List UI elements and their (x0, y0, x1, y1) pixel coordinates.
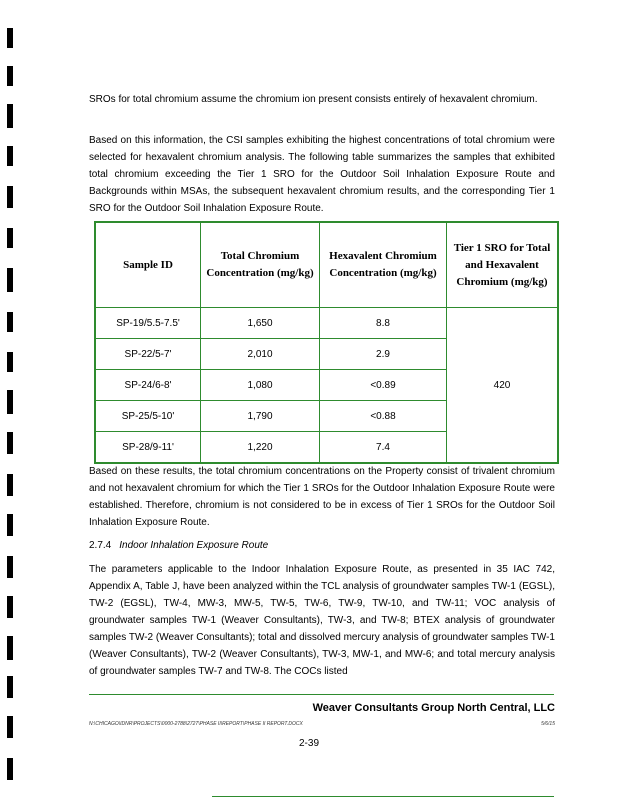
scan-mark (7, 390, 13, 414)
footer-rule (89, 694, 554, 695)
cell-hexavalent-chromium: <0.89 (320, 370, 447, 401)
cell-total-chromium: 1,650 (201, 308, 320, 339)
footer-company: Weaver Consultants Group North Central, LLC (312, 702, 555, 714)
cell-total-chromium: 1,220 (201, 432, 320, 464)
header-tier1-sro: Tier 1 SRO for Total and Hexavalent Chromium (mg/kg) (447, 222, 559, 308)
scan-mark (7, 268, 13, 292)
indoor-inhalation-paragraph: The parameters applicable to the Indoor Inhalation Exposure Route, as presented in 35 IAC 742, Appendix A, Table J, have been analyzed within the TCL analysis of groundwater samples TW-1 (EGSL), TW-2 (EGSL), TW-4, MW-3, MW-5, TW-5, TW-6, TW-9, TW-10, and TW-11; VOC analysis of groundwater samples TW-1 (Weaver Consultants), TW-3, and TW-8; BTEX analysis of groundwater samples TW-2 (Weaver Consultants); total and dissolved mercury analysis of groundwater samples TW-1 (Weaver Consultants), TW-2 (Weaver Consultants), TW-3, MW-1, and MW-6; and total mercury analysis of groundwater samples TW-7 and TW-8. The COCs listed (89, 564, 555, 677)
section-heading (89, 540, 268, 551)
scan-mark (7, 186, 13, 208)
scan-mark (7, 474, 13, 496)
scan-mark (7, 312, 13, 332)
scan-mark (7, 514, 13, 536)
cell-hexavalent-chromium: 8.8 (320, 308, 447, 339)
scan-mark (7, 28, 13, 48)
cell-total-chromium: 1,080 (201, 370, 320, 401)
scan-mark (7, 716, 13, 738)
footer-date: 5/6/15 (541, 721, 555, 727)
bottom-rule (212, 796, 554, 797)
scan-mark (7, 104, 13, 128)
cell-tier1-sro: 420 (447, 308, 559, 464)
table-row (95, 308, 558, 339)
cell-sample-id: SP-22/5-7' (95, 339, 201, 370)
cell-sample-id: SP-24/6-8' (95, 370, 201, 401)
scan-mark (7, 66, 13, 86)
cell-hexavalent-chromium: 7.4 (320, 432, 447, 464)
cell-total-chromium: 2,010 (201, 339, 320, 370)
scan-mark (7, 556, 13, 578)
intro-paragraph: SROs for total chromium assume the chromium ion present consists entirely of hexavalent chromium. (89, 94, 538, 105)
cell-hexavalent-chromium: 2.9 (320, 339, 447, 370)
results-paragraph: Based on these results, the total chromium concentrations on the Property consist of trivalent chromium and not hexavalent chromium for which the Tier 1 SROs for the Outdoor Inhalation Exposure Route were established. Therefore, chromium is not considered to be in excess of Tier 1 SROs for the Outdoor Soil Inhalation Exposure Route. (89, 466, 555, 528)
scan-mark (7, 228, 13, 248)
cell-sample-id: SP-28/9-11' (95, 432, 201, 464)
chromium-results-table (94, 221, 559, 464)
header-sample-id: Sample ID (95, 222, 201, 308)
scan-mark (7, 636, 13, 660)
table-header-row (95, 222, 558, 308)
page-number: 2-39 (298, 738, 319, 749)
header-hexavalent-chromium: Hexavalent Chromium Concentration (mg/kg) (320, 222, 447, 308)
footer-filepath: N:\CHICAGO\IDNR\PROJECTS\0000-2788\2727\PHASE II\REPORT\PHASE II REPORT.DOCX (89, 721, 303, 727)
scan-mark (7, 758, 13, 780)
cell-hexavalent-chromium: <0.88 (320, 401, 447, 432)
scan-mark (7, 352, 13, 372)
cell-total-chromium: 1,790 (201, 401, 320, 432)
scan-mark (7, 146, 13, 166)
scan-mark (7, 432, 13, 454)
section-number: 2.7.4 (89, 540, 112, 551)
cell-sample-id: SP-25/5-10' (95, 401, 201, 432)
header-total-chromium: Total Chromium Concentration (mg/kg) (201, 222, 320, 308)
section-title: Indoor Inhalation Exposure Route (119, 540, 269, 551)
analysis-paragraph: Based on this information, the CSI samples exhibiting the highest concentrations of total chromium were selected for hexavalent chromium analysis. The following table summarizes the samples that exhibited total chromium exceeding the Tier 1 SRO for the Outdoor Soil Inhalation Exposure Route and Backgrounds within MSAs, the subsequent hexavalent chromium results, and the corresponding Tier 1 SRO for the Outdoor Soil Inhalation Exposure Route. (89, 135, 555, 214)
scan-mark (7, 596, 13, 618)
scan-mark (7, 676, 13, 698)
cell-sample-id: SP-19/5.5-7.5' (95, 308, 201, 339)
